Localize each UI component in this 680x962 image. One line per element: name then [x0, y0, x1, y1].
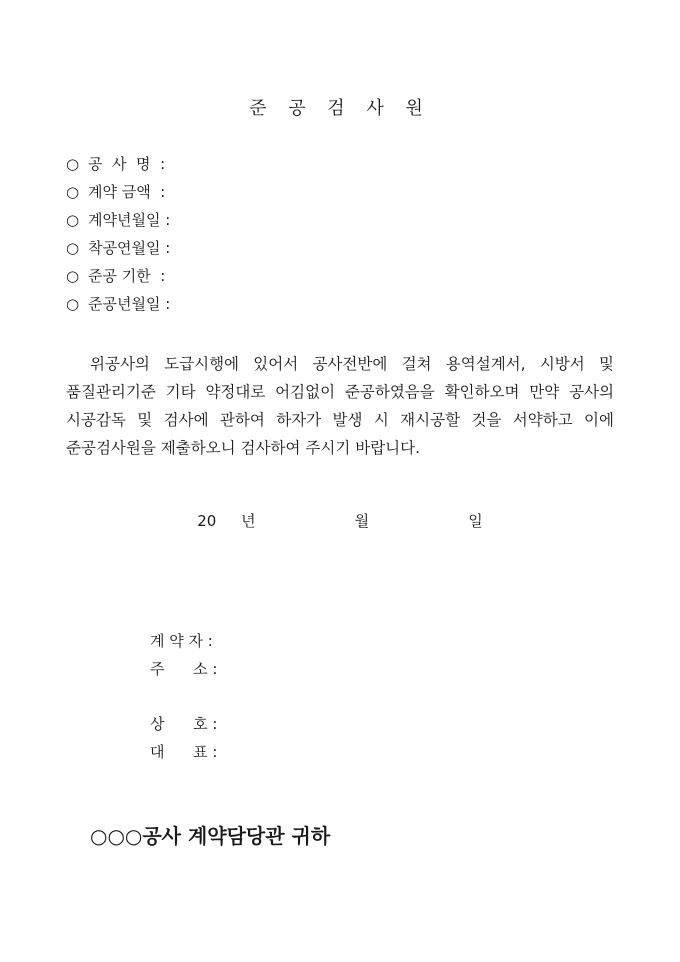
field-start-date — [66, 237, 170, 265]
document-date: 20 년 월 일 — [197, 512, 483, 530]
circle-bullet-icon: ○ — [66, 155, 80, 173]
field-completion-date — [66, 293, 170, 321]
circle-bullet-icon: ○ — [66, 239, 80, 257]
signature-representative: 대 표 : — [150, 743, 218, 761]
circle-bullet-icon: ○ — [66, 295, 80, 313]
signature-contractor: 계 약 자 : — [150, 632, 213, 650]
field-label: 계약 금액 : — [88, 183, 166, 201]
field-project-name — [66, 153, 170, 181]
signature-address: 주 소 : — [150, 660, 218, 678]
field-label: 공 사 명 : — [88, 155, 166, 173]
signature-company: 상 호 : — [150, 715, 218, 733]
circle-bullet-icon: ○ — [66, 183, 80, 201]
document-title: 준 공 검 사 원 — [249, 98, 431, 119]
field-contract-date — [66, 209, 170, 237]
field-contract-amount — [66, 181, 170, 209]
recipient-line: ○○○공사 계약담당관 귀하 — [90, 824, 331, 848]
field-label: 준공년월일 : — [88, 295, 171, 313]
field-label: 준공 기한 : — [88, 267, 166, 285]
circle-bullet-icon: ○ — [66, 211, 80, 229]
field-label: 착공연월일 : — [88, 239, 171, 257]
statement-paragraph: 위공사의 도급시행에 있어서 공사전반에 걸쳐 용역설계서, 시방서 및 품질관리기준 기타 약정대로 어김없이 준공하였음을 확인하오며 만약 공사의 시공감독 및 검사에 관하여 하자가 발생 시 재시공할 것을 서약하고 이에 준공검사원을 제출하오니 검사하여 주시기 바랍니다. — [66, 355, 614, 457]
circle-bullet-icon: ○ — [66, 267, 80, 285]
field-label: 계약년월일 : — [88, 211, 171, 229]
field-list — [66, 153, 170, 321]
field-completion-deadline — [66, 265, 170, 293]
